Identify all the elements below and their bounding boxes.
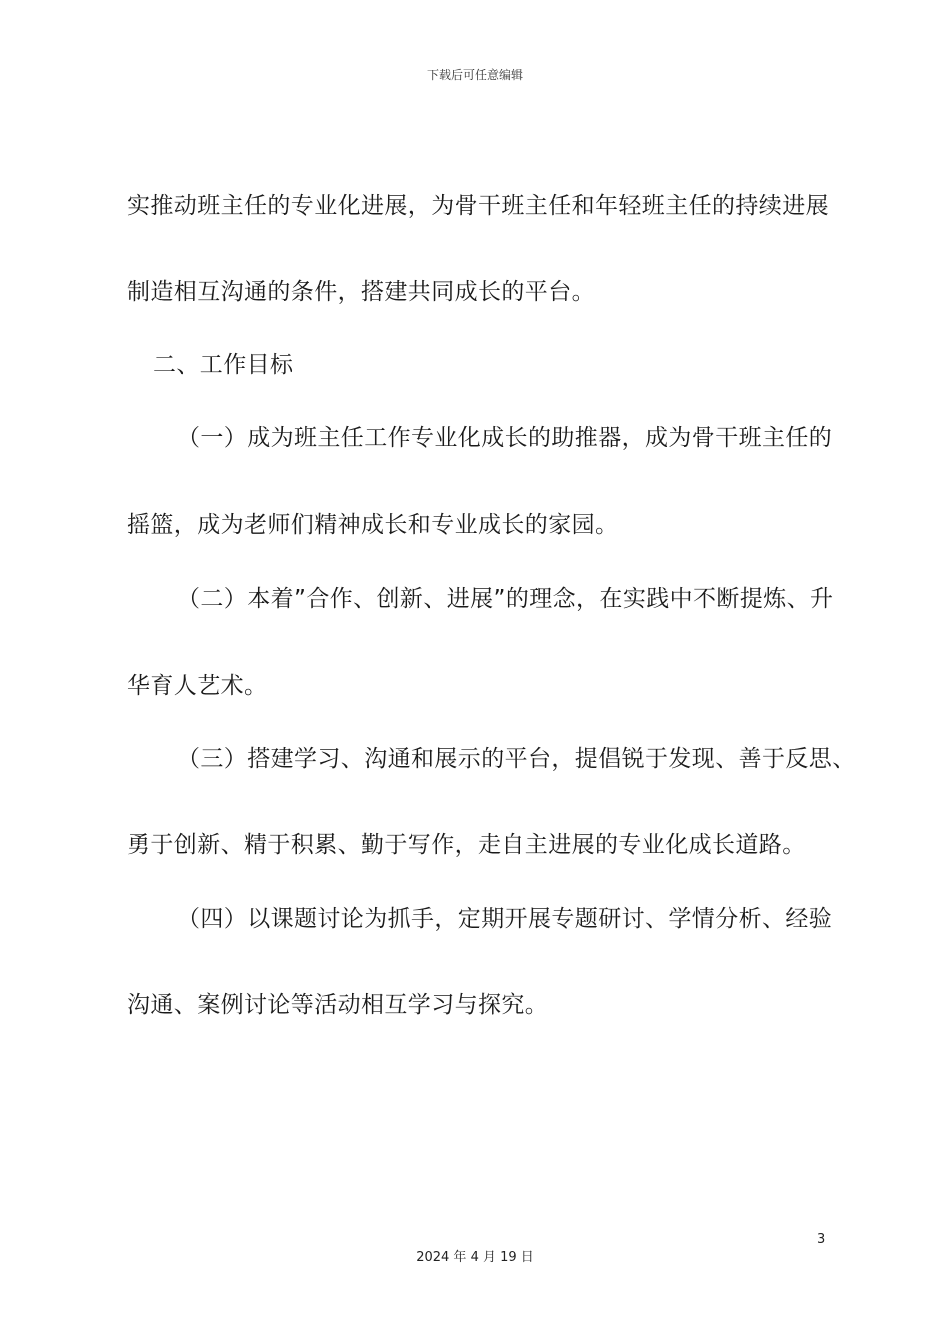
list-item-line: （四）以课题讨论为抓手，定期开展专题研讨、学情分析、经验 bbox=[177, 906, 833, 932]
page-footer-date: 2024 年 4 月 19 日 bbox=[416, 1250, 534, 1265]
list-item-line: （二）本着”合作、创新、进展”的理念，在实践中不断提炼、升 bbox=[177, 586, 834, 612]
paragraph-line: 制造相互沟通的条件，搭建共同成长的平台。 bbox=[127, 279, 595, 305]
paragraph-line: 华育人艺术。 bbox=[127, 673, 268, 699]
list-item-line: （三）搭建学习、沟通和展示的平台，提倡锐于发现、善于反思、 bbox=[177, 746, 856, 772]
paragraph-line: 沟通、案例讨论等活动相互学习与探究。 bbox=[127, 992, 549, 1018]
page-number: 3 bbox=[817, 1232, 826, 1247]
paragraph-line: 实推动班主任的专业化进展，为骨干班主任和年轻班主任的持续进展 bbox=[127, 193, 829, 219]
section-heading: 二、工作目标 bbox=[153, 352, 294, 378]
page-header: 下载后可任意编辑 bbox=[426, 68, 523, 82]
paragraph-line: 勇于创新、精于积累、勤于写作，走自主进展的专业化成长道路。 bbox=[127, 832, 806, 858]
paragraph-line: 摇篮，成为老师们精神成长和专业成长的家园。 bbox=[127, 512, 619, 538]
list-item-line: （一）成为班主任工作专业化成长的助推器，成为骨干班主任的 bbox=[177, 425, 833, 451]
